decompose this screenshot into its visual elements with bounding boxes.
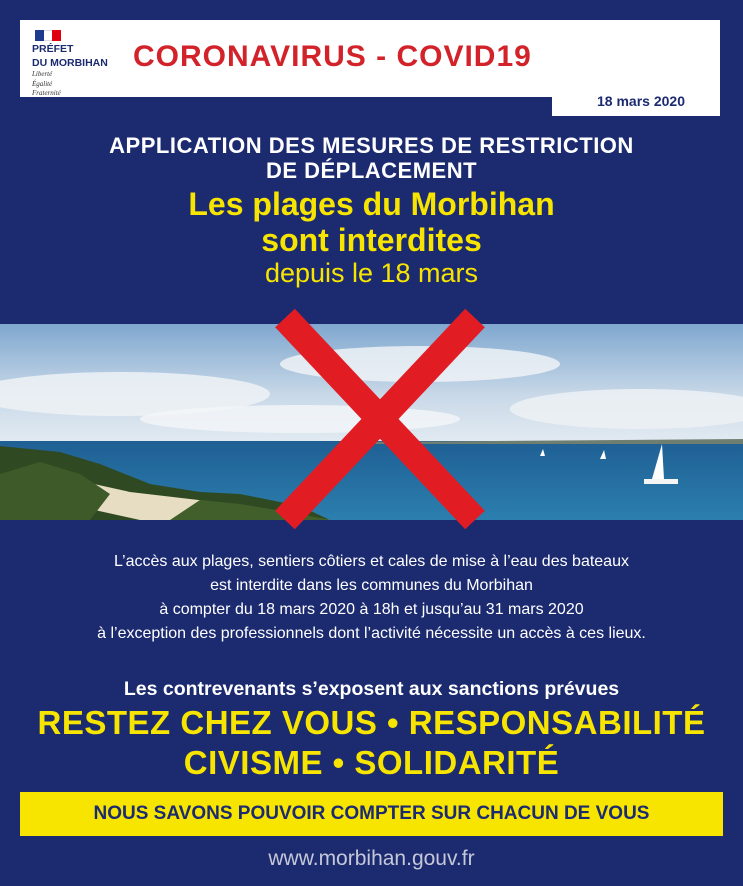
- prefecture-logo: [32, 30, 127, 97]
- headline-line1: APPLICATION DES MESURES DE RESTRICTION: [109, 133, 634, 158]
- headline-line2: DE DÉPLACEMENT: [265, 158, 478, 183]
- prefet-line2: DU MORBIHAN: [32, 57, 108, 69]
- motto-fraternite: Fraternité: [32, 89, 61, 97]
- headline-since: depuis le 18 mars: [264, 258, 479, 288]
- body-line4: à l’exception des professionnels dont l’activité nécessite un accès à ces lieux.: [97, 625, 646, 642]
- sanctions-warning: Les contrevenants s’exposent aux sanctions prévues: [123, 678, 620, 700]
- headline-forbidden: sont interdites: [261, 222, 482, 258]
- motto-egalite: Égalité: [32, 79, 53, 88]
- beach-photo: [0, 324, 743, 520]
- date-badge: 18 mars 2020: [552, 86, 720, 116]
- body-line3: à compter du 18 mars 2020 à 18h et jusqu’au 31 mars 2020: [159, 601, 584, 618]
- website-url: www.morbihan.gouv.fr: [268, 847, 475, 870]
- body-line1: L’accès aux plages, sentiers côtiers et cales de mise à l’eau des bateaux: [114, 553, 629, 570]
- body-line2: est interdite dans les communes du Morbihan: [210, 577, 533, 594]
- slogan-line1: RESTEZ CHEZ VOUS • RESPONSABILITÉ: [37, 704, 706, 741]
- headline-beaches: Les plages du Morbihan: [188, 186, 555, 222]
- slogan-line2: CIVISME • SOLIDARITÉ: [183, 744, 560, 781]
- prefet-line1: PRÉFET: [32, 43, 74, 55]
- french-flag-icon: [35, 30, 61, 41]
- motto-liberte: Liberté: [32, 70, 53, 78]
- yellow-band: NOUS SAVONS POUVOIR COMPTER SUR CHACUN DE VOUS: [20, 792, 723, 836]
- covid-title: CORONAVIRUS - COVID19: [133, 40, 532, 73]
